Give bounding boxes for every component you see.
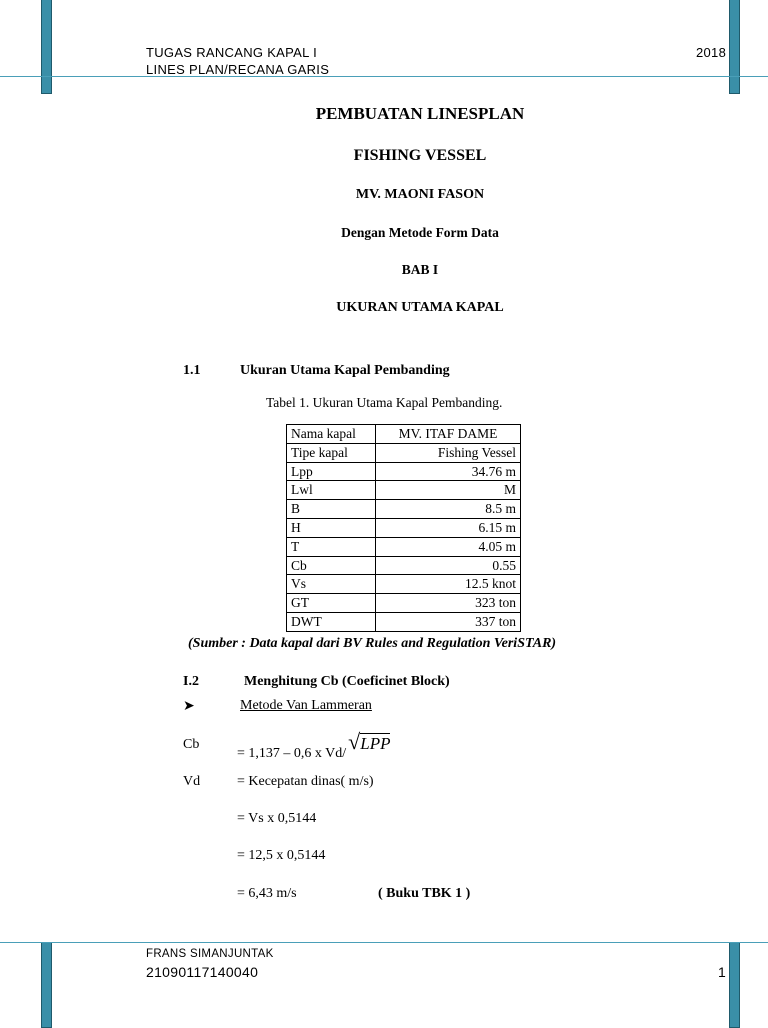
table-cell-value: 337 ton [376,612,521,631]
table-cell-key: GT [287,594,376,613]
section-2-number: I.2 [183,674,199,689]
section-1-title: Ukuran Utama Kapal Pembanding [240,363,450,378]
table-cell-key: H [287,518,376,537]
cb-formula-text: = 1,137 – 0,6 x Vd/ [237,746,347,761]
table-cell-value: 34.76 m [376,462,521,481]
table-cell-value: 6.15 m [376,518,521,537]
vd-definition: = Kecepatan dinas( m/s) [237,774,374,789]
title-linesplan: PEMBUATAN LINESPLAN [315,104,525,123]
table-cell-key: Nama kapal [287,425,376,444]
footer-rule [0,942,768,943]
table-cell-value: MV. ITAF DAME [376,425,521,444]
sqrt-argument: LPP [360,734,391,753]
header-course: TUGAS RANCANG KAPAL I [146,45,318,60]
table-cell-key: T [287,537,376,556]
section-1-number: 1.1 [183,363,201,378]
footer-page-number: 1 [718,964,727,980]
table-cell-key: Tipe kapal [287,443,376,462]
title-chapter: BAB I [401,262,439,277]
table-cell-value: Fishing Vessel [376,443,521,462]
table-row [287,443,521,462]
footer-right-bar [729,942,740,1028]
table-row [287,537,521,556]
vd-step-2: = 12,5 x 0,5144 [237,848,326,863]
table-cell-value: 8.5 m [376,500,521,519]
vd-step-1: = Vs x 0,5144 [237,811,317,826]
title-fishing-vessel: FISHING VESSEL [353,147,487,164]
table-row [287,481,521,500]
table-row [287,518,521,537]
book-reference: ( Buku TBK 1 ) [378,886,471,901]
section-2-title: Menghitung Cb (Coeficinet Block) [244,674,450,689]
table-row [287,594,521,613]
table-cell-key: Lwl [287,481,376,500]
header-subtitle: LINES PLAN/RECANA GARIS [146,62,330,77]
table-row [287,556,521,575]
table-row [287,575,521,594]
header-year: 2018 [696,45,727,60]
table-source: (Sumber : Data kapal dari BV Rules and Regulation VeriSTAR) [188,636,557,651]
footer-author: FRANS SIMANJUNTAK [146,948,274,960]
footer-nim: 21090117140040 [146,964,259,980]
table-row [287,462,521,481]
method-name: Metode Van Lammeran [240,698,372,713]
table-cell-value: 12.5 knot [376,575,521,594]
table-cell-key: DWT [287,612,376,631]
header-rule [0,76,768,77]
title-chapter-name: UKURAN UTAMA KAPAL [336,300,504,315]
header-left-bar [41,0,52,94]
table-cell-key: Cb [287,556,376,575]
vd-label: Vd [183,774,201,789]
table-caption: Tabel 1. Ukuran Utama Kapal Pembanding. [266,395,503,410]
vd-step-3: = 6,43 m/s [237,886,297,901]
title-ship-name: MV. MAONI FASON [355,187,485,202]
table-cell-value: 4.05 m [376,537,521,556]
table-cell-key: Lpp [287,462,376,481]
header-right-bar [729,0,740,94]
arrow-bullet-icon: ➤ [183,699,195,714]
sqrt-symbol: √ [348,729,361,754]
table-cell-value: 0.55 [376,556,521,575]
table-row [287,612,521,631]
footer-left-bar [41,942,52,1028]
title-method: Dengan Metode Form Data [341,225,499,240]
cb-formula [237,729,391,763]
table-row [287,500,521,519]
table-cell-key: B [287,500,376,519]
table-cell-value: M [376,481,521,500]
table-cell-value: 323 ton [376,594,521,613]
table-row [287,425,521,444]
cb-label: Cb [183,737,200,752]
table-cell-key: Vs [287,575,376,594]
ship-spec-table [286,424,521,632]
